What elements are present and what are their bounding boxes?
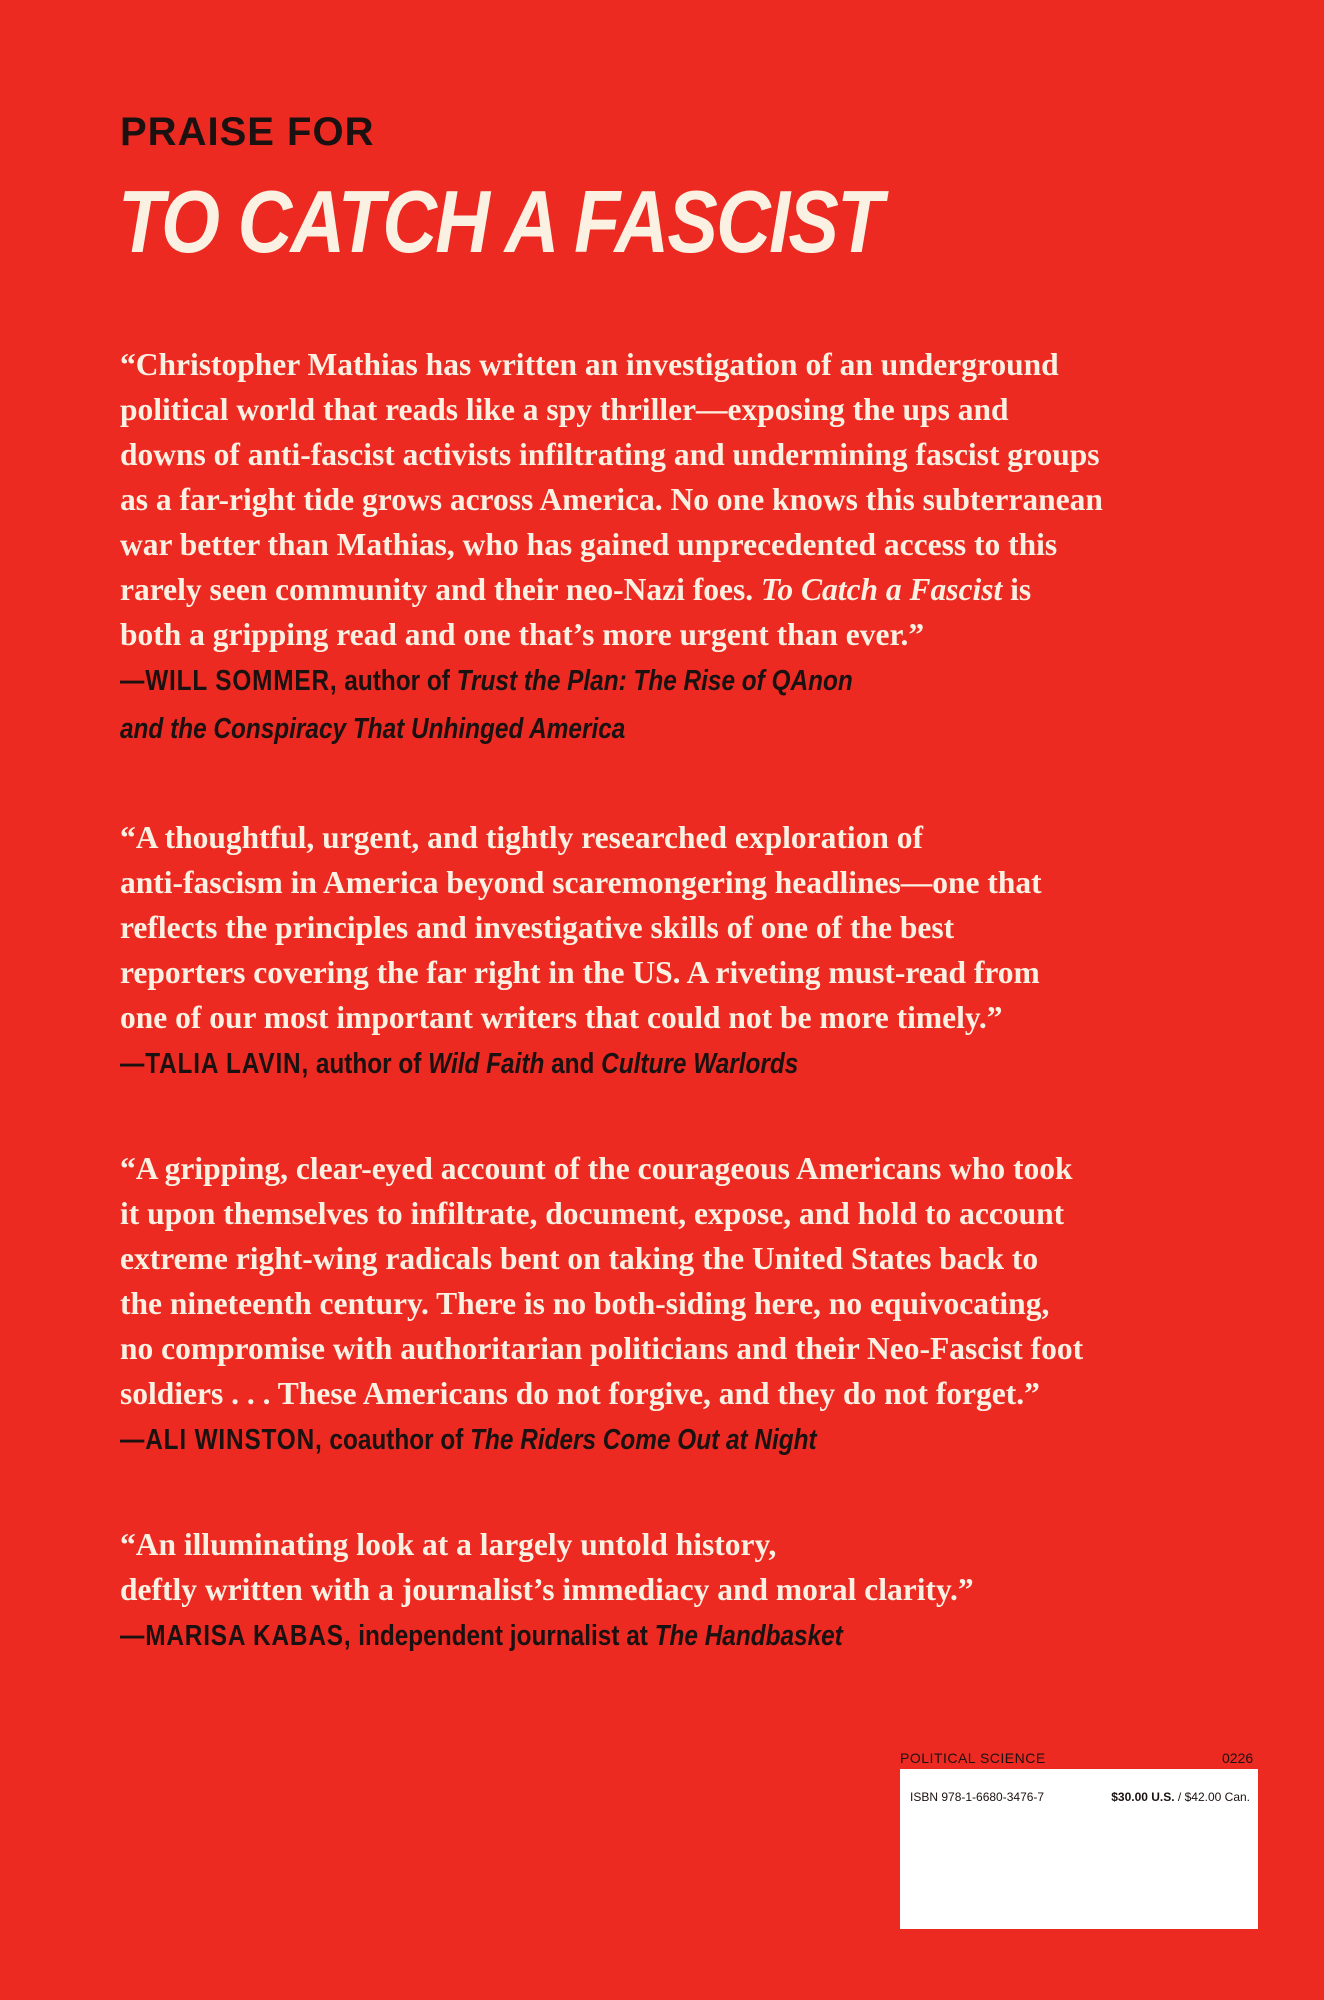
attribution-work: Wild Faith — [428, 1048, 545, 1080]
blurb-line-text: rarely seen community and their neo-Nazi foes. — [120, 572, 761, 607]
attribution-name: —WILL SOMMER, — [120, 665, 338, 697]
blurb-text — [120, 1522, 1220, 1612]
blurb-line: downs of anti-fascist activists infiltrating and undermining fascist groups — [120, 437, 1100, 472]
praise-for-heading: PRAISE FOR — [120, 110, 375, 154]
blurb-attribution — [120, 657, 1044, 753]
blurb-line: political world that reads like a spy thriller—exposing the ups and — [120, 392, 1009, 427]
book-title: TO CATCH A FASCIST — [118, 172, 882, 271]
blurb-line: war better than Mathias, who has gained unprecedented access to this — [120, 527, 1058, 562]
blurb-attribution — [120, 1612, 1044, 1660]
blurb-line: no compromise with authoritarian politicians and their Neo-Fascist foot — [120, 1331, 1084, 1366]
barcode-box — [900, 1769, 1258, 1929]
blurb-line: “A gripping, clear-eyed account of the courageous Americans who took — [120, 1151, 1073, 1186]
attribution-role: coauthor of — [322, 1424, 471, 1456]
blurb-line: “An illuminating look at a largely untold history, — [120, 1527, 777, 1562]
attribution-name: —MARISA KABAS, — [120, 1620, 352, 1652]
price-canada: $42.00 Can. — [1184, 1790, 1250, 1804]
blurb-text — [120, 342, 1220, 657]
blurb-line: “Christopher Mathias has written an investigation of an underground — [120, 347, 1059, 382]
attribution-line — [120, 1612, 1044, 1660]
attribution-role: independent journalist at — [351, 1620, 655, 1652]
attribution-name: —ALI WINSTON, — [120, 1424, 323, 1456]
blurb-line: one of our most important writers that could not be more timely.” — [120, 1000, 1003, 1035]
blurb-line: the nineteenth century. There is no both-siding here, no equivocating, — [120, 1286, 1050, 1321]
blurb-will-sommer — [120, 342, 1220, 753]
blurb-line-text: is — [1002, 572, 1032, 607]
blurb-talia-lavin — [120, 815, 1220, 1088]
attribution-conjunction: and — [544, 1048, 602, 1080]
blurb-line: anti-fascism in America beyond scaremongering headlines—one that — [120, 865, 1042, 900]
blurb-line: both a gripping read and one that’s more urgent than ever.” — [120, 617, 925, 652]
attribution-line — [120, 1040, 1044, 1088]
attribution-line — [120, 657, 1044, 705]
attribution-work: Trust the Plan: The Rise of QAnon — [456, 665, 853, 697]
blurb-line: “A thoughtful, urgent, and tightly researched exploration of — [120, 820, 923, 855]
blurb-line: deftly written with a journalist’s immediacy and moral clarity.” — [120, 1572, 974, 1607]
blurb-line: as a far-right tide grows across America. No one knows this subterranean — [120, 482, 1103, 517]
attribution-work: The Riders Come Out at Night — [470, 1424, 817, 1456]
attribution-work: Culture Warlords — [601, 1048, 799, 1080]
blurb-line: it upon themselves to infiltrate, document, expose, and hold to account — [120, 1196, 1065, 1231]
isbn-number: ISBN 978-1-6680-3476-7 — [910, 1790, 1045, 1804]
price-label — [1111, 1790, 1250, 1804]
blurb-line: extreme right-wing radicals bent on taking the United States back to — [120, 1241, 1039, 1276]
book-category: POLITICAL SCIENCE — [900, 1750, 1046, 1766]
blurb-attribution — [120, 1416, 1044, 1464]
price-separator: / — [1174, 1790, 1185, 1804]
blurb-line: reflects the principles and investigative skills of one of the best — [120, 910, 955, 945]
blurb-text — [120, 815, 1220, 1040]
category-code: 0226 — [1222, 1750, 1254, 1766]
blurb-ali-winston — [120, 1146, 1220, 1464]
attribution-work: The Handbasket — [654, 1620, 843, 1652]
attribution-role: author of — [337, 665, 457, 697]
blurb-line — [120, 567, 1220, 612]
blurb-line: reporters covering the far right in the US. A riveting must-read from — [120, 955, 1040, 990]
price-us: $30.00 U.S. — [1111, 1790, 1175, 1804]
attribution-role: author of — [309, 1048, 429, 1080]
book-title-mention: To Catch a Fascist — [761, 572, 1003, 607]
attribution-name: —TALIA LAVIN, — [120, 1048, 310, 1080]
blurb-line: soldiers . . . These Americans do not forgive, and they do not forget.” — [120, 1376, 1040, 1411]
attribution-work: and the Conspiracy That Unhinged America — [120, 713, 626, 745]
blurb-attribution — [120, 1040, 1044, 1088]
attribution-line — [120, 1416, 1044, 1464]
blurb-text — [120, 1146, 1220, 1416]
blurb-marisa-kabas — [120, 1522, 1220, 1660]
